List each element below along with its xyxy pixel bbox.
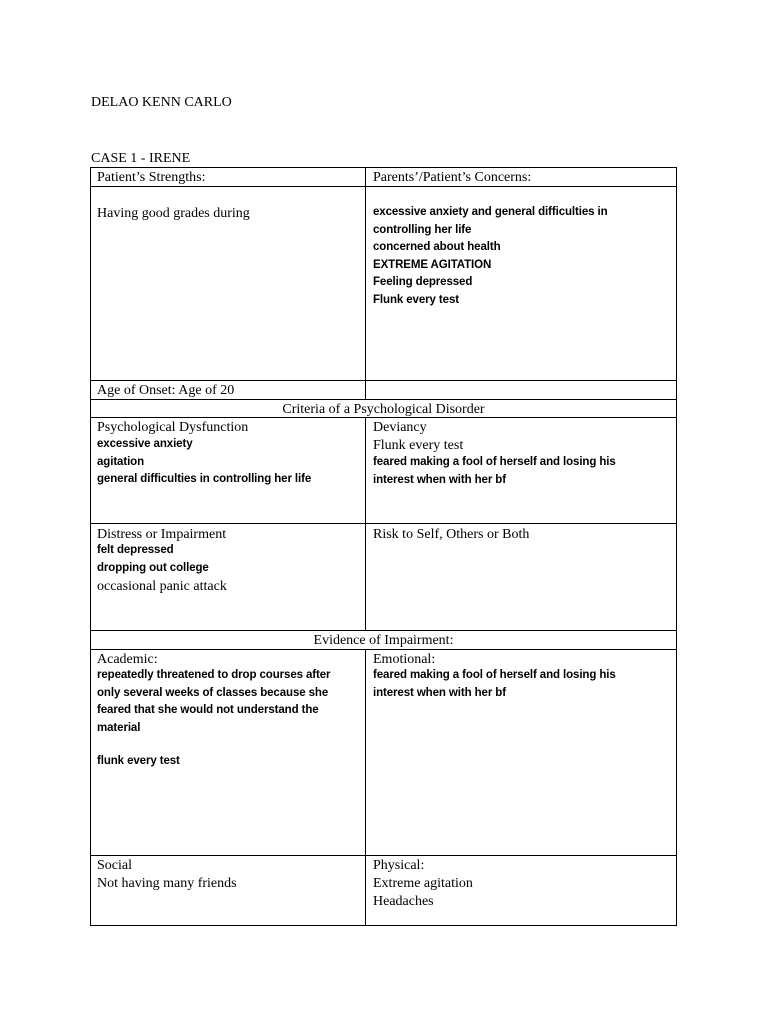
criteria-header: Criteria of a Psychological Disorder — [282, 402, 485, 417]
author-name: DELAO KENN CARLO — [91, 95, 232, 110]
deviancy-serif-line: Flunk every test — [373, 438, 464, 453]
risk-label: Risk to Self, Others or Both — [373, 527, 530, 542]
list-item: general difficulties in controlling her life — [97, 473, 312, 485]
list-item: interest when with her bf — [373, 686, 506, 699]
concerns-label: Parents’/Patient’s Concerns: — [373, 170, 532, 185]
list-item: Headaches — [373, 894, 434, 909]
academic-extra: flunk every test — [97, 755, 180, 767]
list-item: felt depressed — [97, 544, 174, 556]
list-item: excessive anxiety — [97, 438, 193, 450]
distress-label: Distress or Impairment — [97, 527, 227, 542]
list-item: EXTREME AGITATION — [373, 258, 492, 271]
strengths-text: Having good grades during — [97, 206, 250, 221]
physical-label: Physical: — [373, 858, 425, 873]
deviancy-label: Deviancy — [373, 420, 427, 435]
list-item: agitation — [97, 455, 145, 468]
dysfunction-list — [97, 436, 311, 489]
academic-label: Academic: — [97, 652, 158, 667]
list-item: Feeling depressed — [373, 276, 473, 288]
evidence-header: Evidence of Impairment: — [313, 633, 454, 648]
list-item: Flunk every test — [373, 293, 459, 306]
age-of-onset: Age of Onset: Age of 20 — [97, 383, 235, 398]
list-item: repeatedly threatened to drop courses after — [97, 669, 331, 681]
emotional-label: Emotional: — [373, 652, 436, 667]
list-item: controlling her life — [373, 223, 472, 236]
academic-list — [97, 667, 330, 737]
concerns-list — [373, 204, 608, 309]
list-item: material — [97, 721, 141, 734]
list-item: feared that she would not understand the — [97, 704, 319, 716]
social-list — [97, 875, 237, 893]
list-item: concerned about health — [373, 241, 501, 253]
social-label: Social — [97, 858, 132, 873]
list-item: interest when with her bf — [373, 473, 506, 486]
deviancy-list — [373, 454, 616, 489]
list-item: Extreme agitation — [373, 876, 473, 891]
strengths-label: Patient’s Strengths: — [97, 170, 206, 185]
dysfunction-label: Psychological Dysfunction — [97, 420, 249, 435]
physical-list — [373, 875, 473, 911]
case-title: CASE 1 - IRENE — [91, 151, 191, 166]
emotional-list — [373, 667, 616, 702]
list-item: only several weeks of classes because she — [97, 686, 329, 699]
list-item: dropping out college — [97, 561, 209, 574]
list-item: excessive anxiety and general difficulties in — [373, 206, 608, 218]
distress-list — [97, 542, 209, 577]
list-item: feared making a fool of herself and losing his — [373, 456, 616, 468]
distress-serif-line: occasional panic attack — [97, 579, 227, 594]
list-item: Not having many friends — [97, 876, 237, 891]
list-item: feared making a fool of herself and losing his — [373, 669, 616, 681]
